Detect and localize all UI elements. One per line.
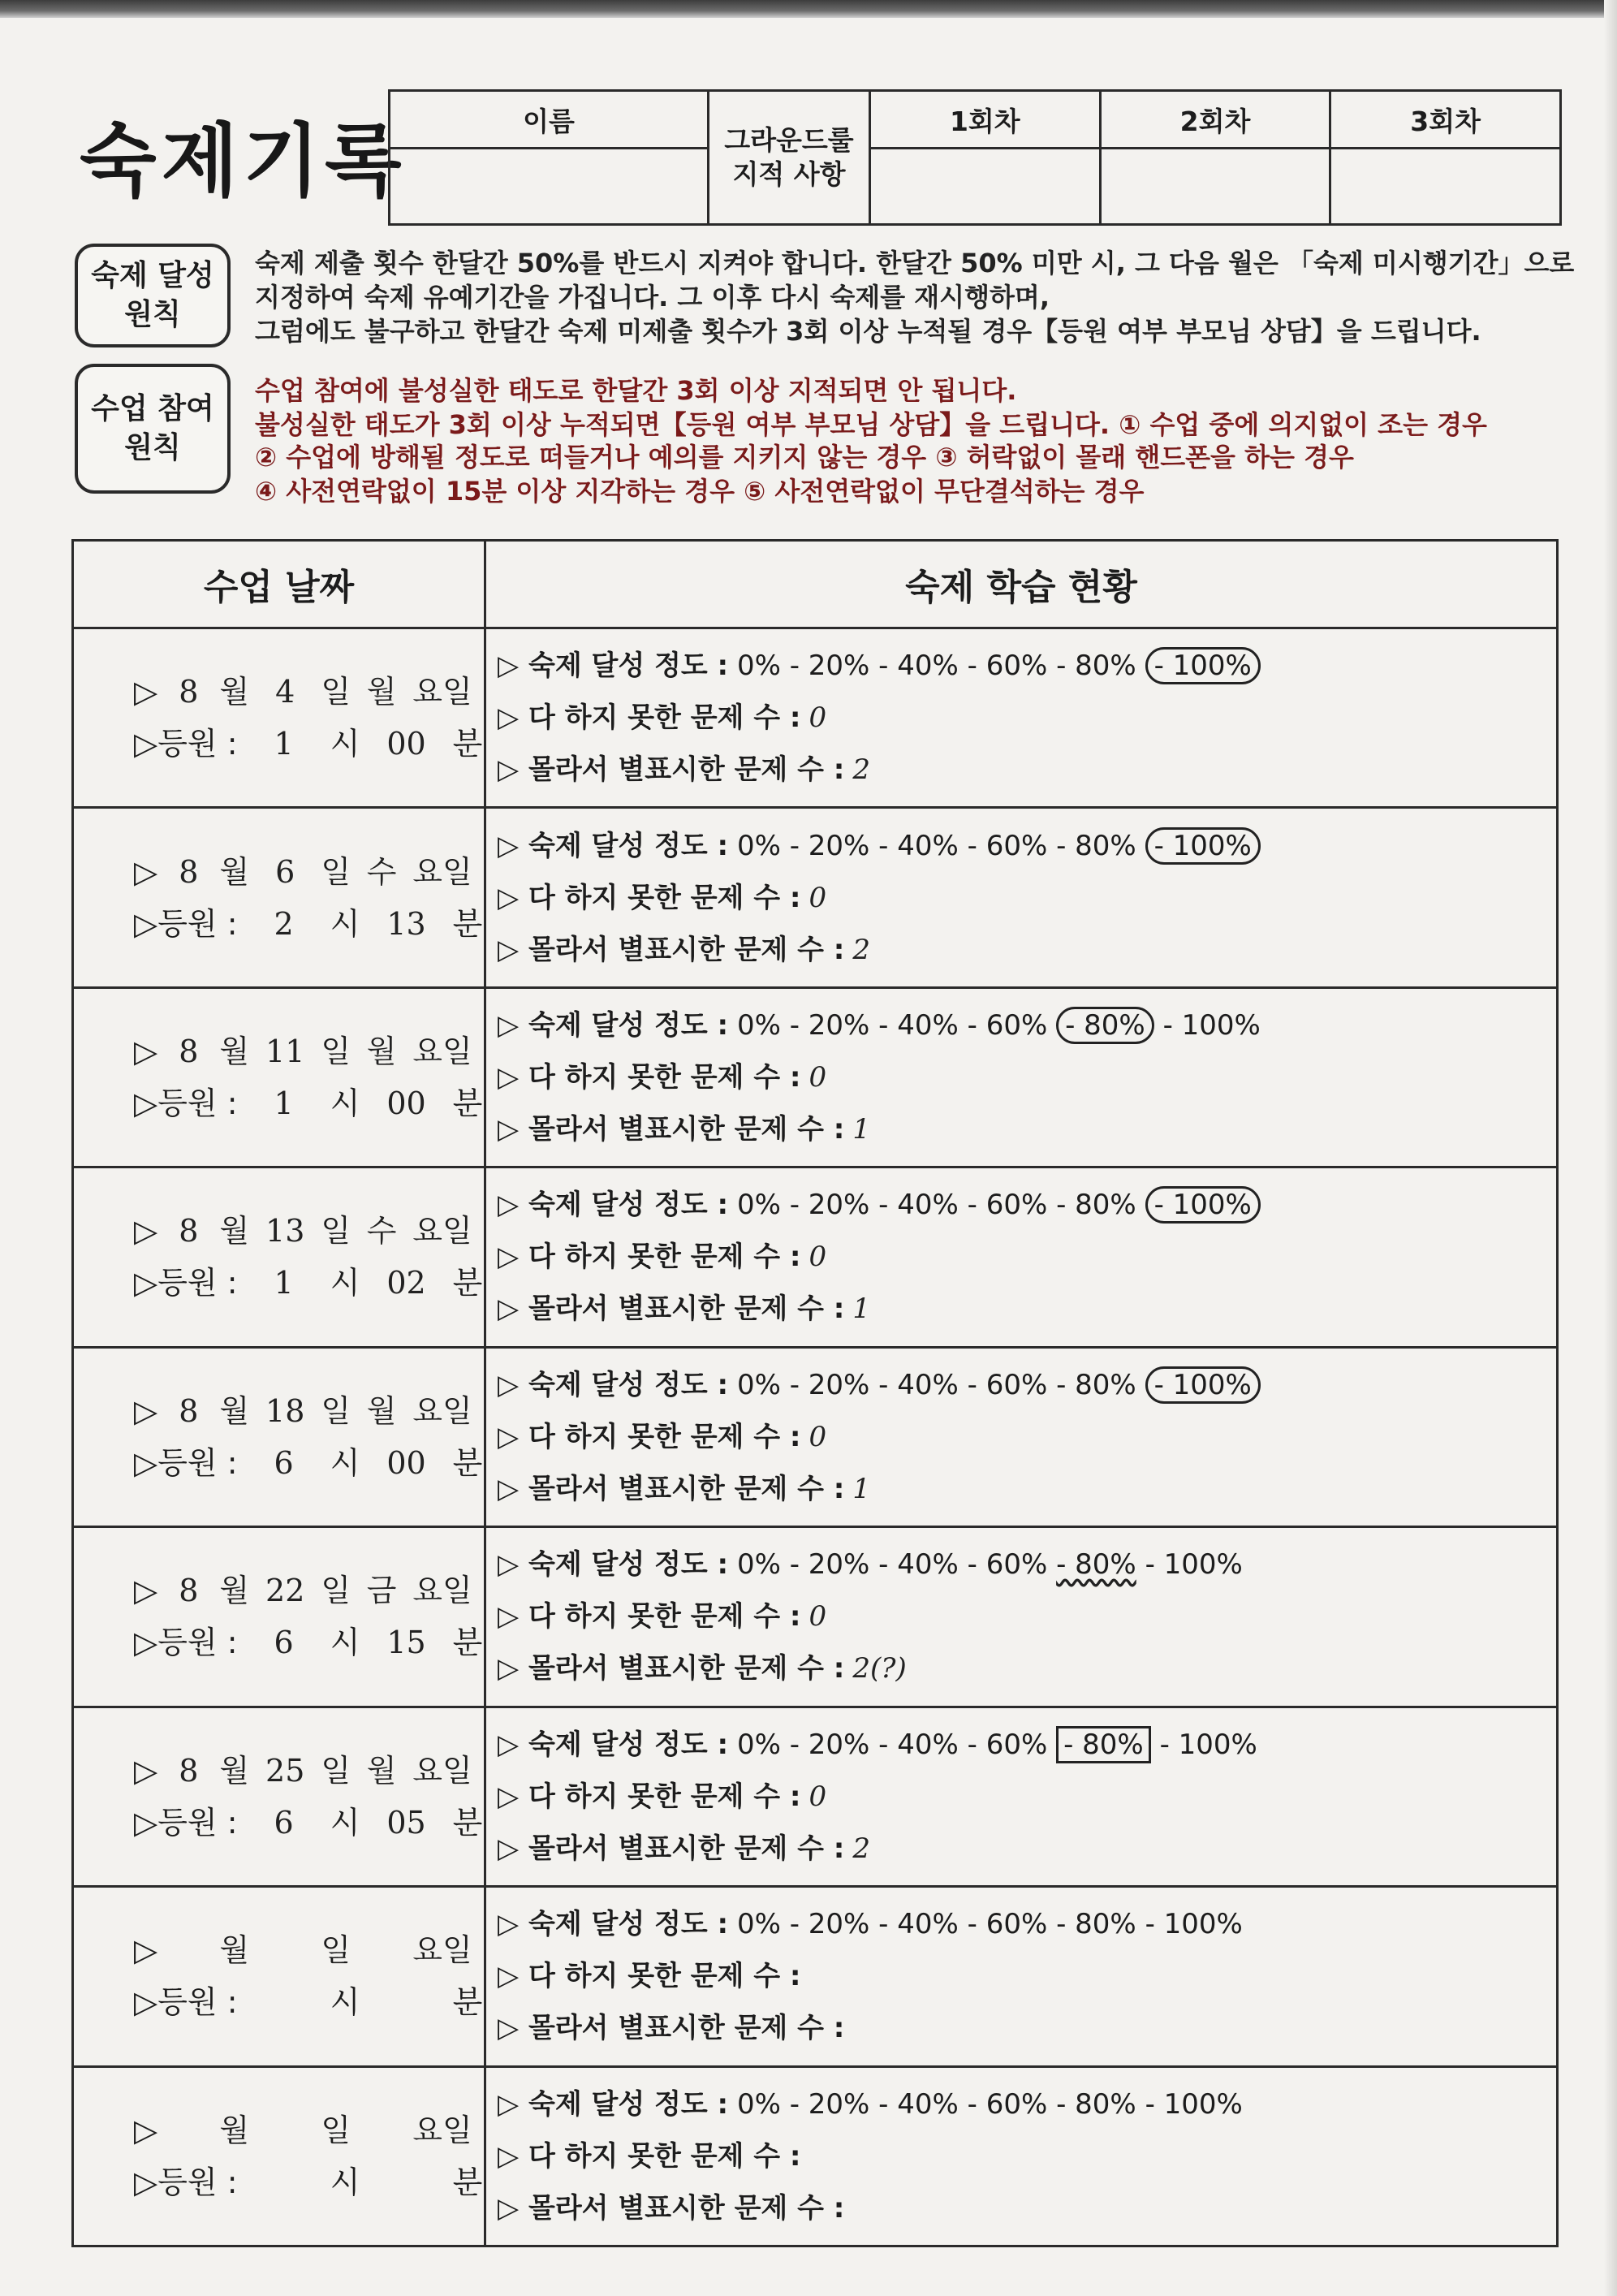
arrow-icon: ▷ xyxy=(134,853,158,890)
undone-line xyxy=(498,1590,1556,1642)
undone-label: ▷ 다 하지 못한 문제 수 : xyxy=(498,1600,801,1634)
day-label: 일 xyxy=(321,1213,351,1249)
weekday-label: 요일 xyxy=(412,1752,472,1789)
undone-value[interactable]: 0 xyxy=(808,701,827,735)
undone-line xyxy=(498,1231,1556,1283)
arrival-label: ▷등원 : xyxy=(134,1085,238,1121)
weekday-label: 요일 xyxy=(412,2112,472,2148)
day-label: 일 xyxy=(321,1752,351,1789)
minute-value[interactable]: 15 xyxy=(386,1625,426,1661)
scale-pre: 0% - 20% - 40% - 60% xyxy=(736,829,1048,862)
scale-pre: 0% - 20% - 40% - 60% xyxy=(736,1368,1048,1401)
achievement-label: ▷ 숙제 달성 정도 : xyxy=(498,1728,729,1761)
undone-label: ▷ 다 하지 못한 문제 수 : xyxy=(498,1420,801,1453)
hour-value[interactable]: 6 xyxy=(274,1804,294,1841)
date-cell xyxy=(73,1887,485,2066)
undone-value[interactable]: 0 xyxy=(808,1061,827,1094)
col-status-header: 숙제 학습 현황 xyxy=(485,541,1558,628)
unknown-value[interactable]: 2 xyxy=(852,933,871,966)
class-rule-line-3: ② 수업에 방해될 정도로 떠들거나 예의를 지키지 않는 경우 ③ 허락없이 몰래 핸드폰을 하는 경우 xyxy=(255,442,1354,473)
achievement-line[interactable] xyxy=(498,1539,1556,1590)
table-row xyxy=(73,1347,1558,1526)
status-cell xyxy=(485,2066,1558,2246)
achievement-line[interactable] xyxy=(498,640,1556,692)
arrival-line xyxy=(74,1797,484,1849)
scale-pre: 0% - 20% - 40% - 60% xyxy=(736,2087,1048,2121)
status-cell xyxy=(485,987,1558,1167)
round2-value[interactable] xyxy=(1100,149,1330,225)
minute-label: 분 xyxy=(452,1984,483,2021)
date-cell xyxy=(73,1347,485,1526)
undone-label: ▷ 다 하지 못한 문제 수 : xyxy=(498,1241,801,1274)
achievement-line[interactable] xyxy=(498,1359,1556,1411)
name-value[interactable] xyxy=(390,149,709,225)
undone-line xyxy=(498,2130,1556,2182)
arrow-icon: ▷ xyxy=(134,1573,158,1609)
achievement-line[interactable] xyxy=(498,2078,1556,2130)
arrival-label: ▷등원 : xyxy=(134,1625,238,1661)
achievement-label: ▷ 숙제 달성 정도 : xyxy=(498,1908,729,1941)
homework-rule-line-3: 그럼에도 불구하고 한달간 숙제 미제출 횟수가 3회 이상 누적될 경우【등원 여부 부모님 상담】을 드립니다. xyxy=(255,316,1481,347)
name-label: 이름 xyxy=(390,91,709,149)
minute-label: 분 xyxy=(452,1265,483,1301)
table-row xyxy=(73,628,1558,807)
col-date-header: 수업 날짜 xyxy=(73,541,485,628)
day-value[interactable]: 13 xyxy=(265,1213,305,1249)
table-row xyxy=(73,1167,1558,1347)
achievement-label: ▷ 숙제 달성 정도 : xyxy=(498,1009,729,1042)
hour-label: 시 xyxy=(330,1444,360,1481)
scale-80: - 80% xyxy=(1056,1368,1136,1401)
minute-label: 분 xyxy=(452,1085,483,1121)
scale-pre: 0% - 20% - 40% - 60% xyxy=(736,1548,1048,1582)
arrival-label: ▷등원 : xyxy=(134,1265,238,1301)
day-value[interactable]: 25 xyxy=(265,1752,305,1789)
ground-rule-label-1: 그라운드룰 xyxy=(724,124,854,156)
weekday-value[interactable]: 월 xyxy=(366,1392,397,1429)
unknown-label: ▷ 몰라서 별표시한 문제 수 : xyxy=(498,1832,845,1865)
hour-label: 시 xyxy=(330,2164,360,2200)
scale-100-circled: - 100% xyxy=(1145,1366,1261,1404)
unknown-label: ▷ 몰라서 별표시한 문제 수 : xyxy=(498,753,845,787)
date-line xyxy=(74,1745,484,1797)
scale-80-circled: - 80% xyxy=(1056,1007,1154,1044)
day-label: 일 xyxy=(321,1573,351,1609)
day-value[interactable]: 11 xyxy=(265,1034,305,1069)
weekday-value[interactable]: 월 xyxy=(366,1034,397,1069)
arrival-label: ▷등원 : xyxy=(134,1984,238,2021)
day-value[interactable]: 4 xyxy=(275,674,295,710)
month-label: 월 xyxy=(219,1034,250,1069)
hour-label: 시 xyxy=(330,1265,360,1301)
date-line xyxy=(74,1025,484,1077)
day-value[interactable]: 6 xyxy=(275,853,295,890)
unknown-line xyxy=(498,2182,1556,2234)
undone-label: ▷ 다 하지 못한 문제 수 : xyxy=(498,2139,801,2173)
month-label: 월 xyxy=(219,1932,250,1969)
undone-line xyxy=(498,1950,1556,2002)
scale-80: - 80% xyxy=(1056,829,1136,862)
unknown-value[interactable]: 2 xyxy=(852,1832,871,1865)
unknown-label: ▷ 몰라서 별표시한 문제 수 : xyxy=(498,2191,845,2225)
unknown-label: ▷ 몰라서 별표시한 문제 수 : xyxy=(498,1293,845,1326)
arrival-line xyxy=(74,898,484,950)
unknown-value[interactable]: 1 xyxy=(852,1293,871,1326)
month-value[interactable]: 8 xyxy=(179,1573,199,1609)
month-label: 월 xyxy=(219,674,250,710)
hour-label: 시 xyxy=(330,1085,360,1121)
minute-label: 분 xyxy=(452,905,483,942)
achievement-line[interactable] xyxy=(498,1719,1556,1771)
table-row xyxy=(73,808,1558,987)
weekday-value[interactable]: 수 xyxy=(366,1213,397,1249)
round3-label: 3회차 xyxy=(1330,91,1561,149)
day-label: 일 xyxy=(321,1932,351,1969)
month-label: 월 xyxy=(219,1752,250,1789)
arrival-line xyxy=(74,1257,484,1309)
month-value[interactable]: 8 xyxy=(179,1392,199,1429)
unknown-line xyxy=(498,1642,1556,1694)
month-label: 월 xyxy=(219,1392,250,1429)
date-cell xyxy=(73,2066,485,2246)
scale-pre: 0% - 20% - 40% - 60% xyxy=(736,1009,1048,1042)
unknown-value[interactable]: 2(?) xyxy=(852,1652,907,1685)
weekday-label: 요일 xyxy=(412,853,472,890)
achievement-label: ▷ 숙제 달성 정도 : xyxy=(498,1189,729,1222)
status-cell xyxy=(485,808,1558,987)
day-label: 일 xyxy=(321,2112,351,2148)
homework-rule-badge xyxy=(75,244,231,347)
achievement-label: ▷ 숙제 달성 정도 : xyxy=(498,829,729,862)
minute-label: 분 xyxy=(452,1804,483,1841)
arrival-label: ▷등원 : xyxy=(134,726,238,762)
hour-label: 시 xyxy=(330,1984,360,2021)
unknown-line xyxy=(498,1823,1556,1875)
weekday-value[interactable]: 금 xyxy=(366,1573,397,1609)
unknown-label: ▷ 몰라서 별표시한 문제 수 : xyxy=(498,2012,845,2045)
weekday-label: 요일 xyxy=(412,1573,472,1609)
hour-label: 시 xyxy=(330,726,360,762)
achievement-line[interactable] xyxy=(498,1898,1556,1950)
round3-value[interactable] xyxy=(1330,149,1561,225)
weekday-label: 요일 xyxy=(412,1392,472,1429)
scale-100: - 100% xyxy=(1145,1548,1243,1582)
scale-80-wavy: - 80% xyxy=(1056,1548,1136,1582)
undone-line xyxy=(498,1051,1556,1103)
scale-100: - 100% xyxy=(1145,1908,1243,1941)
hour-value[interactable]: 6 xyxy=(274,1625,294,1661)
month-label: 월 xyxy=(219,853,250,890)
scale-100-circled: - 100% xyxy=(1145,647,1261,684)
scale-100-circled: - 100% xyxy=(1145,827,1261,865)
undone-label: ▷ 다 하지 못한 문제 수 : xyxy=(498,1780,801,1813)
arrow-icon: ▷ xyxy=(134,1392,158,1429)
hour-label: 시 xyxy=(330,1625,360,1661)
minute-value[interactable]: 00 xyxy=(386,726,426,762)
status-cell xyxy=(485,1527,1558,1707)
round2-label: 2회차 xyxy=(1100,91,1330,149)
date-cell xyxy=(73,1707,485,1886)
hour-value[interactable]: 1 xyxy=(274,1085,294,1121)
scale-100-circled: - 100% xyxy=(1145,1186,1261,1224)
unknown-label: ▷ 몰라서 별표시한 문제 수 : xyxy=(498,1472,845,1505)
scale-100: - 100% xyxy=(1159,1728,1257,1761)
status-cell xyxy=(485,1707,1558,1886)
round1-label: 1회차 xyxy=(870,91,1101,149)
undone-line xyxy=(498,1771,1556,1823)
month-value[interactable]: 8 xyxy=(179,1213,199,1249)
arrival-line xyxy=(74,1077,484,1129)
arrival-line xyxy=(74,718,484,770)
arrival-line xyxy=(74,1616,484,1668)
date-line xyxy=(74,1564,484,1616)
date-line xyxy=(74,2104,484,2156)
undone-line xyxy=(498,692,1556,744)
unknown-label: ▷ 몰라서 별표시한 문제 수 : xyxy=(498,1113,845,1146)
unknown-line xyxy=(498,1103,1556,1155)
scale-80: - 80% xyxy=(1056,650,1136,683)
table-row xyxy=(73,1527,1558,1707)
unknown-value[interactable]: 1 xyxy=(852,1472,871,1505)
month-value[interactable]: 8 xyxy=(179,853,199,890)
date-cell xyxy=(73,987,485,1167)
minute-label: 분 xyxy=(452,1625,483,1661)
day-label: 일 xyxy=(321,1392,351,1429)
arrival-label: ▷등원 : xyxy=(134,1444,238,1481)
month-value[interactable]: 8 xyxy=(179,1034,199,1069)
status-cell xyxy=(485,628,1558,807)
date-line xyxy=(74,1205,484,1257)
unknown-line xyxy=(498,744,1556,796)
weekday-value[interactable]: 월 xyxy=(366,674,397,710)
table-row xyxy=(73,1707,1558,1886)
undone-label: ▷ 다 하지 못한 문제 수 : xyxy=(498,881,801,914)
status-cell xyxy=(485,1887,1558,2066)
date-cell xyxy=(73,1167,485,1347)
homework-rule-line-1: 숙제 제출 횟수 한달간 50%를 반드시 지켜야 합니다. 한달간 50% 미만 시, 그 다음 월은 「숙제 미시행기간」으로 xyxy=(255,248,1575,278)
scale-80-boxed: - 80% xyxy=(1056,1726,1151,1763)
scale-80: - 80% xyxy=(1056,1189,1136,1222)
month-label: 월 xyxy=(219,2112,250,2148)
arrival-line xyxy=(74,1976,484,2028)
undone-label: ▷ 다 하지 못한 문제 수 : xyxy=(498,1960,801,1993)
minute-label: 분 xyxy=(452,2164,483,2200)
unknown-value[interactable]: 1 xyxy=(852,1113,871,1146)
month-label: 월 xyxy=(219,1213,250,1249)
minute-value[interactable]: 02 xyxy=(386,1265,426,1301)
undone-line xyxy=(498,872,1556,924)
day-label: 일 xyxy=(321,853,351,890)
unknown-line xyxy=(498,924,1556,976)
ground-rule-label-2: 지적 사항 xyxy=(732,158,846,190)
scale-pre: 0% - 20% - 40% - 60% xyxy=(736,1908,1048,1941)
hour-value[interactable]: 1 xyxy=(274,726,294,762)
achievement-label: ▷ 숙제 달성 정도 : xyxy=(498,1548,729,1582)
arrow-icon: ▷ xyxy=(134,2112,158,2148)
minute-value[interactable]: 00 xyxy=(386,1444,426,1481)
arrival-label: ▷등원 : xyxy=(134,905,238,942)
table-row xyxy=(73,1887,1558,2066)
hour-value[interactable]: 2 xyxy=(274,905,294,942)
ground-rule-label xyxy=(709,91,870,225)
round1-value[interactable] xyxy=(870,149,1101,225)
table-row xyxy=(73,2066,1558,2246)
achievement-line[interactable] xyxy=(498,1179,1556,1231)
homework-badge-line2: 원칙 xyxy=(124,298,181,331)
arrival-line xyxy=(74,2156,484,2208)
unknown-line xyxy=(498,1283,1556,1335)
date-line xyxy=(74,1385,484,1437)
hour-label: 시 xyxy=(330,905,360,942)
undone-value[interactable]: 0 xyxy=(808,1780,827,1813)
arrow-icon: ▷ xyxy=(134,1034,158,1069)
date-line xyxy=(74,846,484,898)
arrow-icon: ▷ xyxy=(134,674,158,710)
hour-value[interactable]: 1 xyxy=(274,1265,294,1301)
homework-log-table xyxy=(71,539,1559,2247)
date-line xyxy=(74,666,484,718)
month-value[interactable]: 8 xyxy=(179,1752,199,1789)
scan-top-edge xyxy=(0,0,1617,18)
class-rule-badge xyxy=(75,364,231,494)
scale-100: - 100% xyxy=(1162,1009,1261,1042)
weekday-value[interactable]: 수 xyxy=(366,853,397,890)
info-table xyxy=(388,89,1562,226)
minute-value[interactable]: 00 xyxy=(386,1085,426,1121)
achievement-label: ▷ 숙제 달성 정도 : xyxy=(498,2087,729,2121)
date-line xyxy=(74,1924,484,1976)
undone-label: ▷ 다 하지 못한 문제 수 : xyxy=(498,701,801,735)
class-rule-line-2: 불성실한 태도가 3회 이상 누적되면【등원 여부 부모님 상담】을 드립니다. ① 수업 중에 의지없이 조는 경우 xyxy=(255,409,1487,440)
hour-value[interactable]: 6 xyxy=(274,1444,294,1481)
scale-80: - 80% xyxy=(1056,2087,1136,2121)
arrival-line xyxy=(74,1437,484,1489)
homework-badge-line1: 숙제 달성 xyxy=(91,259,214,292)
scale-100: - 100% xyxy=(1145,2087,1243,2121)
undone-line xyxy=(498,1411,1556,1463)
scale-pre: 0% - 20% - 40% - 60% xyxy=(736,1189,1048,1222)
minute-value[interactable]: 05 xyxy=(386,1804,426,1841)
minute-label: 분 xyxy=(452,1444,483,1481)
month-label: 월 xyxy=(219,1573,250,1609)
hour-label: 시 xyxy=(330,1804,360,1841)
class-badge-line2: 원칙 xyxy=(124,431,181,464)
unknown-label: ▷ 몰라서 별표시한 문제 수 : xyxy=(498,933,845,966)
day-value[interactable]: 18 xyxy=(265,1392,305,1429)
month-value[interactable]: 8 xyxy=(179,674,199,710)
undone-value[interactable]: 0 xyxy=(808,1241,827,1274)
status-cell xyxy=(485,1167,1558,1347)
achievement-line[interactable] xyxy=(498,999,1556,1051)
minute-value[interactable]: 13 xyxy=(386,905,426,942)
weekday-label: 요일 xyxy=(412,1213,472,1249)
weekday-label: 요일 xyxy=(412,674,472,710)
scale-80: - 80% xyxy=(1056,1908,1136,1941)
class-rule-line-1: 수업 참여에 불성실한 태도로 한달간 3회 이상 지적되면 안 됩니다. xyxy=(255,375,1017,406)
day-label: 일 xyxy=(321,1034,351,1069)
weekday-value[interactable]: 월 xyxy=(366,1752,397,1789)
table-row xyxy=(73,987,1558,1167)
achievement-label: ▷ 숙제 달성 정도 : xyxy=(498,1368,729,1401)
arrow-icon: ▷ xyxy=(134,1932,158,1969)
unknown-line xyxy=(498,2002,1556,2054)
undone-value[interactable]: 0 xyxy=(808,881,827,914)
arrow-icon: ▷ xyxy=(134,1213,158,1249)
status-cell xyxy=(485,1347,1558,1526)
undone-value[interactable]: 0 xyxy=(808,1600,827,1634)
unknown-label: ▷ 몰라서 별표시한 문제 수 : xyxy=(498,1652,845,1685)
day-value[interactable]: 22 xyxy=(265,1573,305,1609)
achievement-label: ▷ 숙제 달성 정도 : xyxy=(498,650,729,683)
minute-label: 분 xyxy=(452,726,483,762)
homework-rule-line-2: 지정하여 숙제 유예기간을 가집니다. 그 이후 다시 숙제를 재시행하며, xyxy=(255,282,1050,313)
arrow-icon: ▷ xyxy=(134,1752,158,1789)
page-title: 숙제기록 xyxy=(80,115,407,208)
date-cell xyxy=(73,628,485,807)
day-label: 일 xyxy=(321,674,351,710)
unknown-value[interactable]: 2 xyxy=(852,753,871,787)
scale-pre: 0% - 20% - 40% - 60% xyxy=(736,650,1048,683)
class-badge-line1: 수업 참여 xyxy=(91,392,214,425)
weekday-label: 요일 xyxy=(412,1932,472,1969)
date-cell xyxy=(73,808,485,987)
scale-pre: 0% - 20% - 40% - 60% xyxy=(736,1728,1048,1761)
undone-value[interactable]: 0 xyxy=(808,1420,827,1453)
date-cell xyxy=(73,1527,485,1707)
arrival-label: ▷등원 : xyxy=(134,1804,238,1841)
unknown-line xyxy=(498,1463,1556,1515)
arrival-label: ▷등원 : xyxy=(134,2164,238,2200)
weekday-label: 요일 xyxy=(412,1034,472,1069)
achievement-line[interactable] xyxy=(498,820,1556,872)
class-rule-line-4: ④ 사전연락없이 15분 이상 지각하는 경우 ⑤ 사전연락없이 무단결석하는 경우 xyxy=(255,476,1145,507)
scan-right-edge xyxy=(1604,0,1617,2296)
undone-label: ▷ 다 하지 못한 문제 수 : xyxy=(498,1061,801,1094)
